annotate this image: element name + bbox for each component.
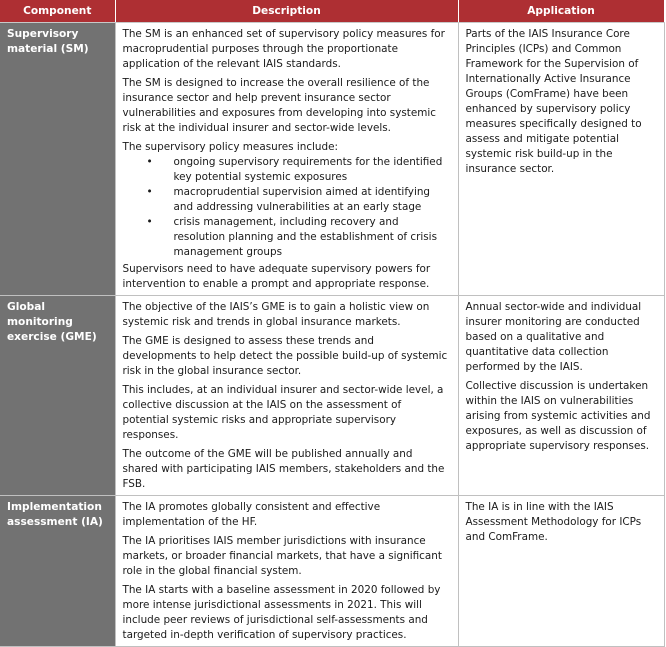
description-paragraph: The supervisory policy measures include: [122,141,338,153]
bullet-icon: • [146,216,153,228]
description-paragraph: Supervisors need to have adequate supervisory powers for intervention to enable a prompt and appropriate response. [122,263,431,290]
list-item: • ongoing supervisory requirements for the identified key potential systemic exposures [146,156,443,183]
application-paragraph: The IA is in line with the IAIS Assessment Methodology for ICPs and ComFrame. [465,501,642,543]
list-item: • crisis management, including recovery and resolution planning and the establishment of crisis management groups [146,216,437,258]
list-item: • macroprudential supervision aimed at identifying and addressing vulnerabilities at an early stage [146,186,431,213]
description-paragraph: The IA promotes globally consistent and effective implementation of the HF. [122,501,381,528]
table-row-sm [0,23,664,296]
description-paragraph: The SM is designed to increase the overall resilience of the insurance sector and help prevent insurance sector vulnerabilities and exposures from developing into systemic risk at the individual insurer and sector-wide levels. [122,77,436,134]
application-cell [458,296,664,496]
description-cell [115,496,458,647]
description-paragraph: The objective of the IAIS’s GME is to gain a holistic view on systemic risk and trends in global insurance markets. [122,301,430,328]
table-header [0,0,664,23]
table-row-ia [0,496,664,647]
component-cell: Global monitoring exercise (GME) [0,296,115,496]
description-paragraph: The SM is an enhanced set of supervisory policy measures for macroprudential purposes through the proportionate application of the relevant IAIS standards. [122,28,445,70]
description-cell [115,296,458,496]
description-paragraph: This includes, at an individual insurer and sector-wide level, a collective discussion at the IAIS on the assessment of potential systemic risks and appropriate supervisory responses. [122,384,444,441]
application-paragraph: Collective discussion is undertaken within the IAIS on vulnerabilities arising from systemic activities and exposures, as well as discussion of appropriate supervisory responses. [465,380,651,452]
header-component: Component [0,0,115,23]
table-row-gme [0,296,664,496]
bullet-icon: • [146,186,153,198]
application-cell [458,496,664,647]
description-cell [115,23,458,296]
header-application: Application [458,0,664,23]
description-paragraph: The outcome of the GME will be published annually and shared with participating IAIS members, stakeholders and the FSB. [122,448,445,490]
application-paragraph: Annual sector-wide and individual insurer monitoring are conducted based on a qualitative and quantitative data collection performed by the IAIS. [465,301,642,373]
description-paragraph: The GME is designed to assess these trends and developments to help detect the possible build-up of systemic risk in the global insurance sector. [122,335,448,377]
header-description: Description [115,0,458,23]
application-paragraph: Parts of the IAIS Insurance Core Principles (ICPs) and Common Framework for the Supervision of Internationally Active Insurance Groups (ComFrame) have been enhanced by supervisory policy measures specifically designed to assess and mitigate potential systemic risk build-up in the insurance sector. [465,28,642,175]
description-paragraph: The IA starts with a baseline assessment in 2020 followed by more intense jurisdictional assessments in 2021. This will include peer reviews of jurisdictional self-assessments and targeted in-depth verification of supervisory practices. [122,584,441,641]
bullet-icon: • [146,156,153,168]
description-paragraph: The IA prioritises IAIS member jurisdictions with insurance markets, or broader financial markets, that have a significant role in the global financial system. [122,535,442,577]
application-cell [458,23,664,296]
measures-list [123,155,451,260]
component-cell: Implementation assessment (IA) [0,496,115,647]
component-cell: Supervisory material (SM) [0,23,115,296]
